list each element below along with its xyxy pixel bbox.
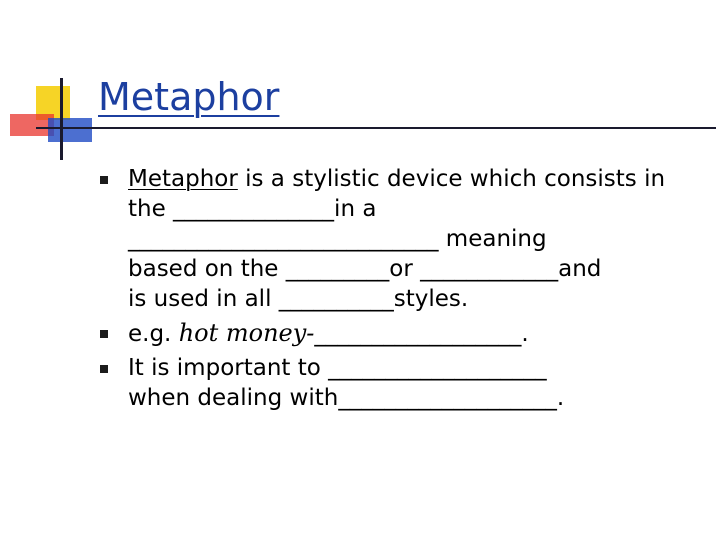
bullet-metaphor-definition [98, 164, 710, 314]
square-bullet-icon [100, 365, 108, 373]
definition-line-3: ___________________________ meaning [128, 226, 547, 252]
importance-line-1: It is important to ___________________ [128, 355, 547, 381]
bullet-importance [98, 353, 710, 413]
importance-line-2: when dealing with___________________. [128, 385, 565, 411]
definition-line-1 [128, 164, 710, 194]
definition-line-2: the ______________in a [128, 196, 377, 222]
definition-line-5: is used in all __________styles. [128, 286, 469, 312]
square-bullet-icon [100, 176, 108, 184]
definition-text-1: is a stylistic device which consists in [237, 166, 666, 192]
bullet-example [98, 318, 710, 349]
example-prefix: e.g. [128, 321, 179, 347]
decoration-horizontal-line [36, 127, 716, 129]
decoration-vertical-line [60, 78, 63, 160]
definition-line-4: based on the _________or ____________and [128, 256, 602, 282]
decoration-blue-square [48, 118, 92, 142]
example-line [128, 318, 710, 349]
square-bullet-icon [100, 330, 108, 338]
example-phrase: hot money- [178, 319, 315, 347]
example-blank: __________________. [314, 321, 529, 347]
decoration-red-square [10, 114, 54, 136]
term-metaphor: Metaphor [128, 166, 238, 192]
bullet-list [98, 164, 710, 413]
slide-title: Metaphor [98, 75, 280, 119]
